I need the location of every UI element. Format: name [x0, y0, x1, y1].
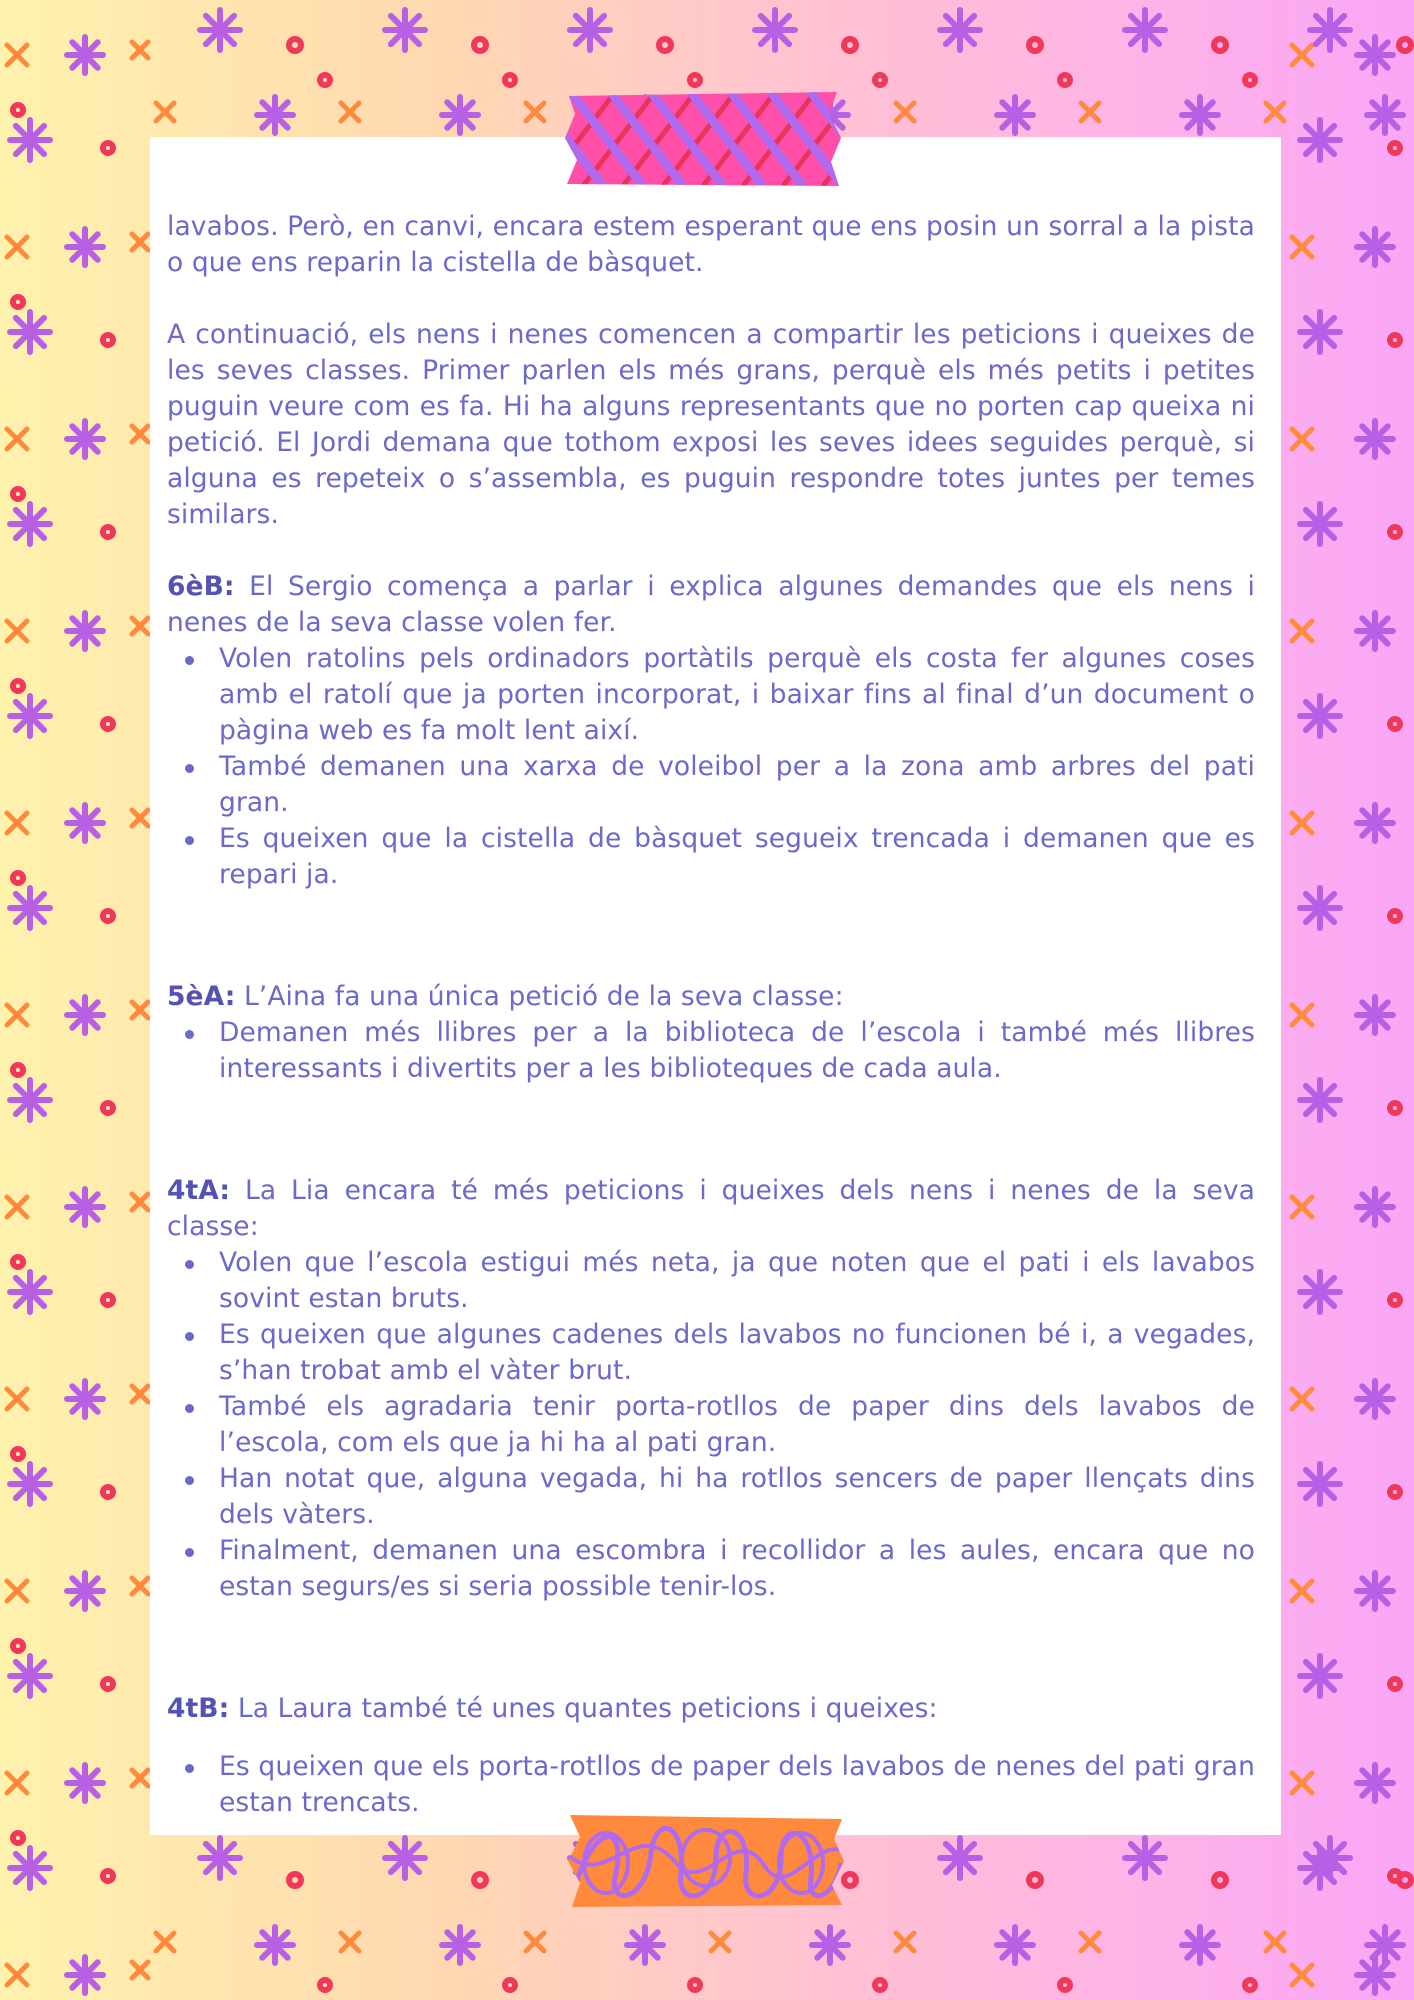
dot-shape [1245, 1980, 1255, 1990]
dot-shape [13, 681, 23, 691]
cross-shape [132, 810, 148, 826]
cross-shape [156, 1933, 174, 1951]
dot-shape [1245, 75, 1255, 85]
asterisk-shape [67, 805, 103, 841]
cross-shape [1292, 429, 1312, 449]
dot-shape [103, 143, 113, 153]
cross-shape [1292, 1773, 1312, 1793]
asterisk-shape [1310, 1838, 1350, 1878]
cross-shape [132, 1002, 148, 1018]
cross-shape [7, 813, 27, 833]
cross-shape [896, 103, 914, 121]
dot-shape [1399, 39, 1411, 51]
class-label: 5èA: [167, 981, 236, 1012]
dot-shape [1390, 1679, 1400, 1689]
dot-shape [13, 873, 23, 883]
dot-shape [103, 911, 113, 921]
list-item: També demanen una xarxa de voleibol per a la zona amb arbres del pati gran. [167, 749, 1255, 821]
asterisk-shape [10, 504, 50, 544]
asterisk-shape [1357, 805, 1393, 841]
cross-shape [7, 429, 27, 449]
cross-shape [1081, 1933, 1099, 1951]
dot-shape [13, 1641, 23, 1651]
cross-shape [896, 1933, 914, 1951]
intro-paragraph: lavabos. Però, en canvi, encara estem esperant que ens posin un sorral a la pista o que ens reparin la cistella de bàsquet. [167, 211, 1255, 278]
cross-shape [1292, 1005, 1312, 1025]
cross-shape [1292, 621, 1312, 641]
cross-shape [1292, 237, 1312, 257]
cross-shape [1081, 103, 1099, 121]
dot-shape [1390, 1295, 1400, 1305]
cross-shape [7, 1197, 27, 1217]
section-4ta-list [167, 1245, 1255, 1605]
list-item: Volen ratolins pels ordinadors portàtils perquè els costa fer algunes coses amb el ratolí que ja porten incorporat, i baixar fins al final d’un document o pàgina web es fa molt lent així. [167, 641, 1255, 749]
asterisk-shape [385, 1838, 425, 1878]
asterisk-shape [1357, 421, 1393, 457]
dot-shape [103, 1103, 113, 1113]
dot-shape [659, 39, 671, 51]
dot-shape [13, 1065, 23, 1075]
asterisk-shape [1367, 97, 1403, 133]
asterisk-shape [10, 1656, 50, 1696]
section-4ta-intro [167, 1173, 1255, 1245]
cross-shape [1292, 45, 1312, 65]
cross-shape [1292, 813, 1312, 833]
cross-shape [1292, 1197, 1312, 1217]
asterisk-shape [812, 1927, 848, 1963]
list-item: Es queixen que algunes cadenes dels lavabos no funcionen bé i, a vegades, s’han trobat amb el vàter brut. [167, 1317, 1255, 1389]
asterisk-shape [67, 613, 103, 649]
asterisk-shape [1300, 1656, 1340, 1696]
asterisk-shape [1300, 120, 1340, 160]
section-text: La Laura també té unes quantes peticions i queixes: [229, 1693, 938, 1724]
dot-shape [13, 1833, 23, 1843]
dot-shape [875, 1980, 885, 1990]
class-label: 4tB: [167, 1693, 230, 1724]
dot-shape [103, 1487, 113, 1497]
section-5ea-intro [167, 979, 1255, 1015]
asterisk-shape [1182, 97, 1218, 133]
asterisk-shape [1125, 10, 1165, 50]
cross-shape [132, 1386, 148, 1402]
cross-shape [132, 234, 148, 250]
dot-shape [1029, 1874, 1041, 1886]
dot-shape [1390, 335, 1400, 345]
asterisk-shape [200, 10, 240, 50]
cross-shape [1292, 1965, 1312, 1985]
dot-shape [474, 39, 486, 51]
asterisk-shape [940, 10, 980, 50]
dot-shape [1390, 143, 1400, 153]
dot-shape [320, 1980, 330, 1990]
dot-shape [13, 105, 23, 115]
asterisk-shape [67, 1957, 103, 1993]
dot-shape [103, 1679, 113, 1689]
section-text: L’Aina fa una única petició de la seva classe: [235, 981, 844, 1012]
cross-shape [526, 1933, 544, 1951]
section-6eb-intro [167, 569, 1255, 641]
dot-shape [320, 75, 330, 85]
asterisk-shape [1310, 10, 1350, 50]
asterisk-shape [200, 1838, 240, 1878]
class-label: 6èB: [167, 571, 235, 602]
list-item: Finalment, demanen una escombra i recollidor a les aules, encara que no estan segurs/es si seria possible tenir-los. [167, 1533, 1255, 1605]
asterisk-shape [67, 37, 103, 73]
cross-shape [7, 1773, 27, 1793]
section-5ea-list [167, 1015, 1255, 1087]
section-text: El Sergio comença a parlar i explica algunes demandes que els nens i nenes de la seva classe volen fer. [167, 571, 1255, 638]
cross-shape [132, 1770, 148, 1786]
dot-shape [690, 1980, 700, 1990]
dot-shape [103, 719, 113, 729]
cross-shape [341, 1933, 359, 1951]
asterisk-shape [67, 421, 103, 457]
asterisk-shape [1357, 1381, 1393, 1417]
dot-shape [13, 1257, 23, 1267]
asterisk-shape [67, 229, 103, 265]
continuation-paragraph: A continuació, els nens i nenes comencen a compartir les peticions i queixes de les seves classes. Primer parlen els més grans, perquè els més petits i petites puguin veure com es fa. Hi ha alguns representants que no porten cap queixa ni petició. El Jordi demana que tothom exposi les seves idees seguides perquè, si alguna es repeteix o s’assembla, es puguin respondre totes juntes per temes similars. [167, 319, 1255, 530]
asterisk-shape [1357, 997, 1393, 1033]
dot-shape [13, 489, 23, 499]
asterisk-shape [10, 1464, 50, 1504]
dot-shape [103, 527, 113, 537]
cross-shape [7, 1965, 27, 1985]
asterisk-shape [1300, 312, 1340, 352]
dot-shape [1390, 1487, 1400, 1497]
cross-shape [156, 103, 174, 121]
asterisk-shape [442, 1927, 478, 1963]
asterisk-shape [1300, 1080, 1340, 1120]
cross-shape [7, 45, 27, 65]
dot-shape [1060, 75, 1070, 85]
asterisk-shape [10, 312, 50, 352]
dot-shape [474, 1874, 486, 1886]
cross-shape [7, 237, 27, 257]
asterisk-shape [1182, 1927, 1218, 1963]
dot-shape [1214, 1874, 1226, 1886]
dot-shape [505, 75, 515, 85]
asterisk-shape [1300, 504, 1340, 544]
asterisk-shape [997, 97, 1033, 133]
asterisk-shape [10, 1080, 50, 1120]
asterisk-shape [67, 1765, 103, 1801]
asterisk-shape [442, 97, 478, 133]
cross-shape [7, 621, 27, 641]
list-item: Volen que l’escola estigui més neta, ja que noten que el pati i els lavabos sovint estan bruts. [167, 1245, 1255, 1317]
cross-shape [1292, 1389, 1312, 1409]
asterisk-shape [257, 97, 293, 133]
asterisk-shape [1357, 229, 1393, 265]
washi-tape-bottom [566, 1813, 846, 1907]
section-text: La Lia encara té més peticions i queixes dels nens i nenes de la seva classe: [167, 1175, 1255, 1242]
dot-shape [289, 39, 301, 51]
section-4tb-intro [167, 1691, 1255, 1727]
asterisk-shape [67, 997, 103, 1033]
dot-shape [1029, 39, 1041, 51]
asterisk-shape [67, 1573, 103, 1609]
cross-shape [7, 1389, 27, 1409]
asterisk-shape [10, 888, 50, 928]
dot-shape [103, 335, 113, 345]
asterisk-shape [570, 10, 610, 50]
asterisk-shape [10, 1848, 50, 1888]
cross-shape [1266, 103, 1284, 121]
asterisk-shape [1357, 1765, 1393, 1801]
cross-shape [132, 1578, 148, 1594]
asterisk-shape [10, 1272, 50, 1312]
list-item: També els agradaria tenir porta-rotllos de paper dins dels lavabos de l’escola, com els que ja hi ha al pati gran. [167, 1389, 1255, 1461]
washi-tape-top [563, 92, 843, 186]
asterisk-shape [940, 1838, 980, 1878]
dot-shape [103, 1871, 113, 1881]
asterisk-shape [257, 1927, 293, 1963]
dot-shape [289, 1874, 301, 1886]
cross-shape [132, 42, 148, 58]
dot-shape [1390, 527, 1400, 537]
asterisk-shape [10, 696, 50, 736]
dot-shape [103, 1295, 113, 1305]
class-label: 4tA: [167, 1175, 231, 1206]
cross-shape [341, 103, 359, 121]
list-item: Es queixen que la cistella de bàsquet segueix trencada i demanen que es repari ja. [167, 821, 1255, 893]
asterisk-shape [1357, 1573, 1393, 1609]
dot-shape [505, 1980, 515, 1990]
asterisk-shape [1367, 1927, 1403, 1963]
cross-shape [7, 1581, 27, 1601]
list-item: Es queixen que els porta-rotllos de paper dels lavabos de nenes del pati gran estan trencats. [167, 1749, 1255, 1821]
asterisk-shape [67, 1381, 103, 1417]
dot-shape [690, 75, 700, 85]
cross-shape [1266, 1933, 1284, 1951]
asterisk-shape [1357, 37, 1393, 73]
asterisk-shape [1300, 696, 1340, 736]
asterisk-shape [1357, 613, 1393, 649]
list-item: Demanen més llibres per a la biblioteca de l’escola i també més llibres interessants i divertits per a les biblioteques de cada aula. [167, 1015, 1255, 1087]
dot-shape [844, 39, 856, 51]
dot-shape [13, 297, 23, 307]
asterisk-shape [1300, 888, 1340, 928]
dot-shape [1390, 1103, 1400, 1113]
document-body [167, 209, 1255, 1821]
list-item: Han notat que, alguna vegada, hi ha rotllos sencers de paper llençats dins dels vàters. [167, 1461, 1255, 1533]
section-6eb-list [167, 641, 1255, 893]
dot-shape [1399, 1874, 1411, 1886]
dot-shape [875, 75, 885, 85]
asterisk-shape [627, 1927, 663, 1963]
asterisk-shape [755, 10, 795, 50]
asterisk-shape [997, 1927, 1033, 1963]
section-4tb-list [167, 1749, 1255, 1821]
dot-shape [1060, 1980, 1070, 1990]
cross-shape [526, 103, 544, 121]
cross-shape [132, 1194, 148, 1210]
dot-shape [13, 1449, 23, 1459]
dot-shape [1390, 719, 1400, 729]
cross-shape [132, 1962, 148, 1978]
dot-shape [1390, 911, 1400, 921]
asterisk-shape [1357, 1189, 1393, 1225]
cross-shape [711, 1933, 729, 1951]
cross-shape [1292, 1581, 1312, 1601]
asterisk-shape [385, 10, 425, 50]
cross-shape [7, 1005, 27, 1025]
cross-shape [132, 618, 148, 634]
cross-shape [132, 426, 148, 442]
asterisk-shape [1300, 1272, 1340, 1312]
asterisk-shape [67, 1189, 103, 1225]
asterisk-shape [1125, 1838, 1165, 1878]
asterisk-shape [1300, 1464, 1340, 1504]
asterisk-shape [10, 120, 50, 160]
dot-shape [1214, 39, 1226, 51]
